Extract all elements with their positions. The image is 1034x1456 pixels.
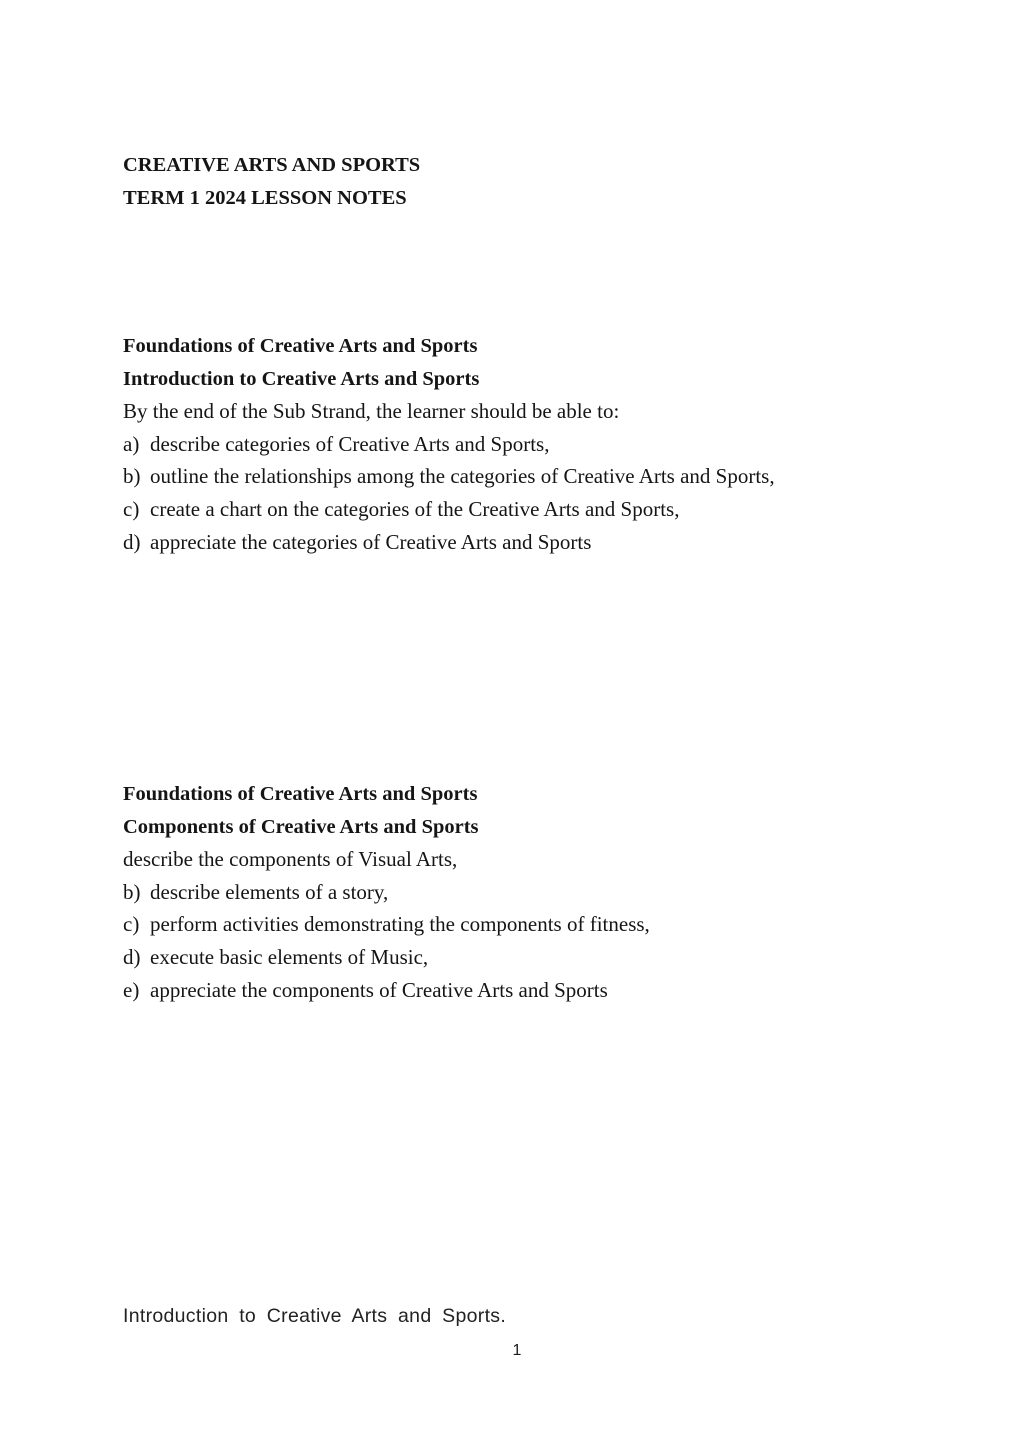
section-components <box>123 778 934 1006</box>
page-number: 1 <box>512 1342 522 1359</box>
list-item <box>123 974 934 1007</box>
list-item-marker: b) <box>123 464 141 489</box>
list-item <box>123 908 934 941</box>
section-subheading: Components of Creative Arts and Sports <box>123 815 479 838</box>
list-item <box>123 493 934 526</box>
list-item <box>123 428 934 461</box>
list-item-marker: c) <box>123 496 140 521</box>
list-item-text: describe elements of a story, <box>150 879 389 904</box>
list-item-text: describe categories of Creative Arts and Sports, <box>150 431 550 456</box>
section-lead: By the end of the Sub Strand, the learner should be able to: <box>123 399 620 424</box>
list-item-text: appreciate the components of Creative Arts and Sports <box>150 977 608 1002</box>
document-title-line-1: CREATIVE ARTS AND SPORTS <box>123 154 421 176</box>
list-item-text: execute basic elements of Music, <box>150 944 429 969</box>
list-item-text: perform activities demonstrating the components of fitness, <box>150 912 650 937</box>
list-item <box>123 876 934 909</box>
document-title-block <box>123 149 420 214</box>
list-item-text: outline the relationships among the categories of Creative Arts and Sports, <box>150 464 775 489</box>
list-item-marker: b) <box>123 879 141 904</box>
list-item-text: appreciate the categories of Creative Arts and Sports <box>150 529 592 554</box>
list-item <box>123 941 934 974</box>
list-item-marker: c) <box>123 912 140 937</box>
section-heading: Foundations of Creative Arts and Sports <box>123 335 478 357</box>
section-introduction <box>123 330 934 558</box>
section-heading: Foundations of Creative Arts and Sports <box>123 783 478 805</box>
list-item <box>123 460 934 493</box>
footer-section-heading: Introduction to Creative Arts and Sports. <box>123 1305 507 1327</box>
list-item-marker: e) <box>123 977 140 1002</box>
list-item-marker: d) <box>123 529 141 554</box>
list-item-text: create a chart on the categories of the Creative Arts and Sports, <box>150 496 680 521</box>
section-subheading: Introduction to Creative Arts and Sports <box>123 367 480 390</box>
list-item-marker: a) <box>123 431 140 456</box>
document-title-line-2: TERM 1 2024 LESSON NOTES <box>123 186 407 209</box>
list-item <box>123 526 934 559</box>
section-lead: describe the components of Visual Arts, <box>123 847 458 872</box>
list-item-marker: d) <box>123 944 141 969</box>
